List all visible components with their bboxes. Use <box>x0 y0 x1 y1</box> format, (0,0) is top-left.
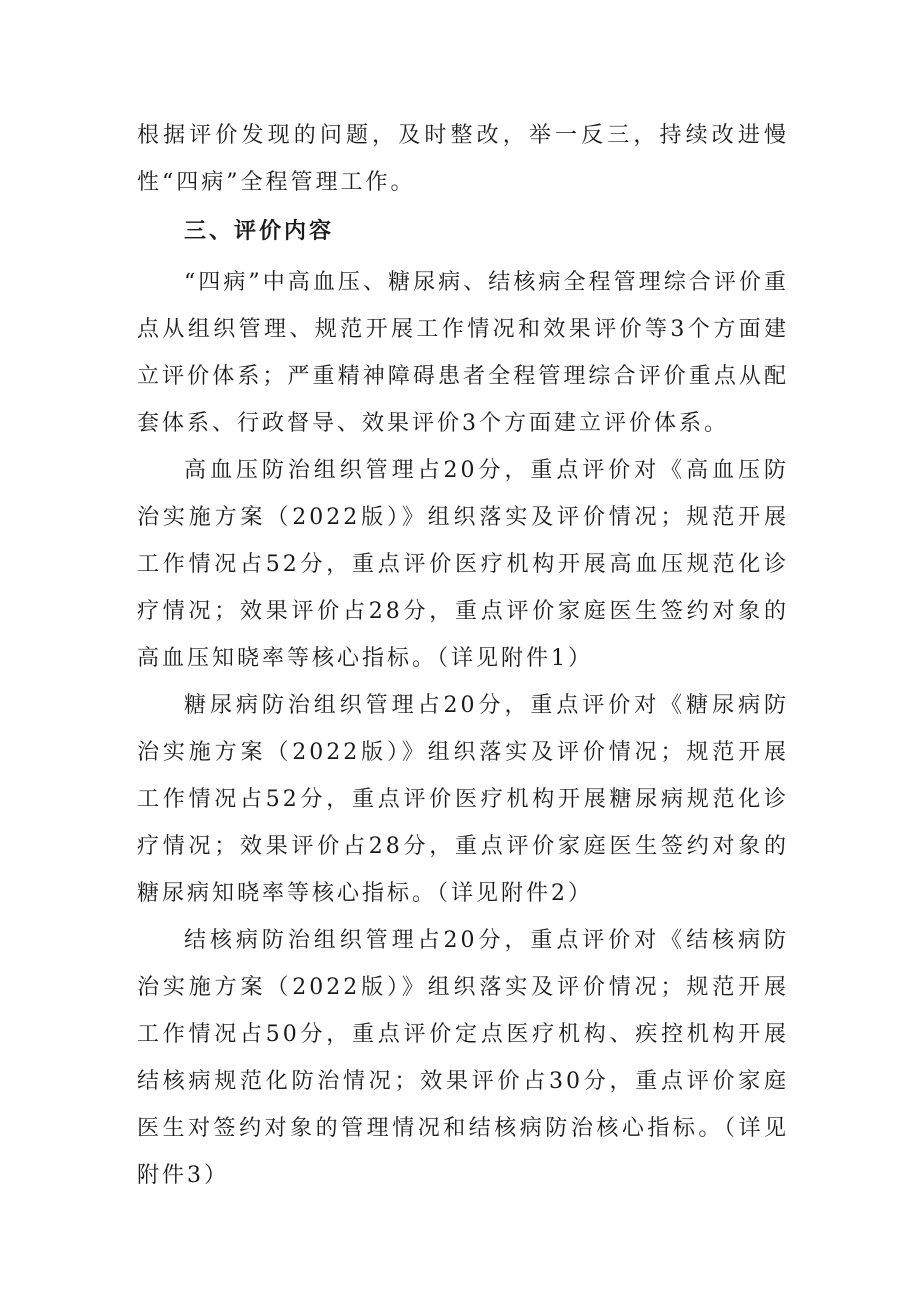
continuation-paragraph: 根据评价发现的问题，及时整改，举一反三，持续改进慢性“四病”全程管理工作。 <box>137 123 789 195</box>
document-page <box>137 112 789 1199</box>
tuberculosis-paragraph: 结核病防治组织管理占20分，重点评价对《结核病防治实施方案（2022版）》组织落实及评价情况；规范开展工作情况占50分，重点评价定点医疗机构、疾控机构开展结核病规范化防治情况；效果评价占30分，重点评价家庭医生对签约对象的管理情况和结核病防治核心指标。（详见附件3） <box>137 928 789 1188</box>
diabetes-paragraph: 糖尿病防治组织管理占20分，重点评价对《糖尿病防治实施方案（2022版）》组织落实及评价情况；规范开展工作情况占52分，重点评价医疗机构开展糖尿病规范化诊疗情况；效果评价占28分，重点评价家庭医生签约对象的糖尿病知晓率等核心指标。（详见附件2） <box>137 693 789 906</box>
hypertension-paragraph: 高血压防治组织管理占20分，重点评价对《高血压防治实施方案（2022版）》组织落实及评价情况；规范开展工作情况占52分，重点评价医疗机构开展高血压规范化诊疗情况；效果评价占28分，重点评价家庭医生签约对象的高血压知晓率等核心指标。（详见附件1） <box>137 458 789 671</box>
section-heading: 三、评价内容 <box>184 219 335 244</box>
intro-paragraph: “四病”中高血压、糖尿病、结核病全程管理综合评价重点从组织管理、规范开展工作情况和效果评价等3个方面建立评价体系；严重精神障碍患者全程管理综合评价重点从配套体系、行政督导、效果评价3个方面建立评价体系。 <box>137 270 789 436</box>
